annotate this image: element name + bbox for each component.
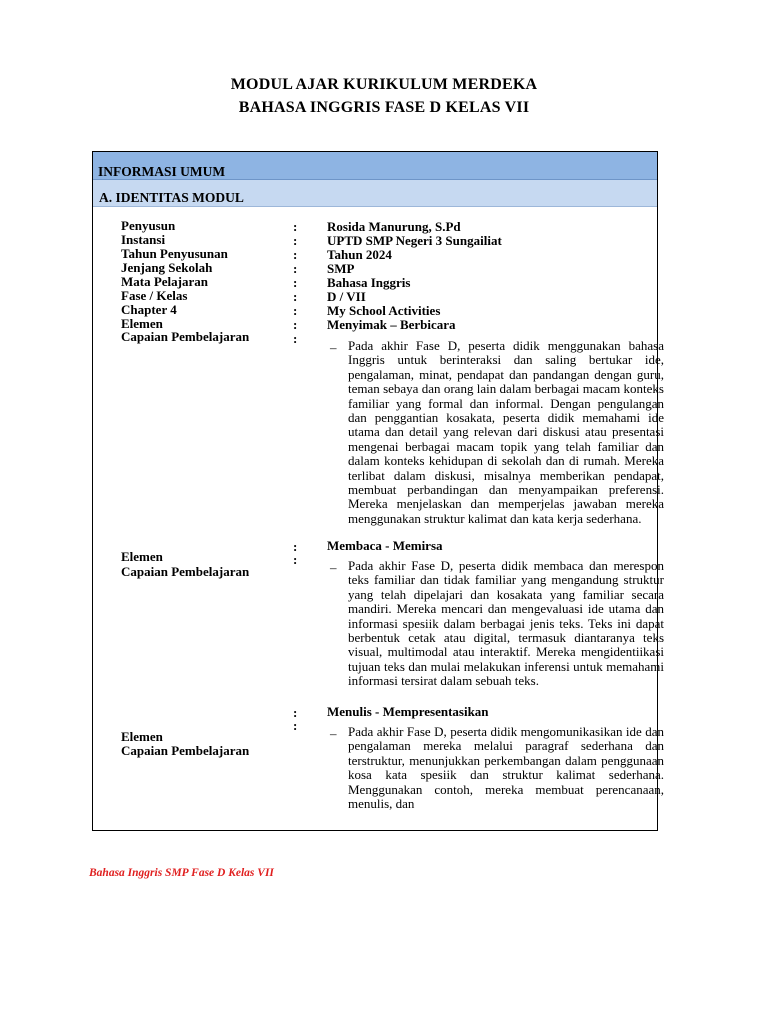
label-tahun-penyusunan: Tahun Penyusunan xyxy=(121,246,228,261)
colon: : xyxy=(293,219,298,234)
label-instansi: Instansi xyxy=(121,232,166,247)
value-jenjang-sekolah: SMP xyxy=(327,261,355,276)
label-elemen: Elemen xyxy=(121,729,163,744)
page-footer: Bahasa Inggris SMP Fase D Kelas VII xyxy=(89,867,274,879)
label-capaian-pembelajaran: Capaian Pembelajaran xyxy=(121,564,250,579)
section-informasi-umum: INFORMASI UMUM xyxy=(93,152,657,180)
bullet-dash: – xyxy=(330,560,337,575)
value-fase-kelas: D / VII xyxy=(327,289,366,304)
capaian-paragraph-menulis: Pada akhir Fase D, peserta didik mengomunikasikan ide dan pengalaman mereka melalui paragraf sederhana dan terstruktur, menunjukkan perkembangan dalam penggunaan kosa kata spesiik dan struktur kalimat sederhana. Menggunakan contoh, mereka membuat perencanaan, menulis, dan xyxy=(348,725,664,811)
value-tahun-penyusunan: Tahun 2024 xyxy=(327,247,392,262)
colon: : xyxy=(293,317,298,332)
section-identitas-modul: A. IDENTITAS MODUL xyxy=(93,180,657,207)
label-elemen: Elemen xyxy=(121,316,163,331)
colon: : xyxy=(293,539,298,554)
colon: : xyxy=(293,275,298,290)
colon: : xyxy=(293,705,298,720)
colon: : xyxy=(293,233,298,248)
document-title: MODUL AJAR KURIKULUM MERDEKA xyxy=(230,76,538,93)
value-elemen: Menyimak – Berbicara xyxy=(327,317,456,332)
colon: : xyxy=(293,331,298,346)
colon: : xyxy=(293,247,298,262)
colon: : xyxy=(293,289,298,304)
colon: : xyxy=(293,718,298,733)
label-jenjang-sekolah: Jenjang Sekolah xyxy=(121,260,213,275)
bullet-dash: – xyxy=(330,726,337,741)
bullet-dash: – xyxy=(330,340,337,355)
label-fase-kelas: Fase / Kelas xyxy=(121,288,188,303)
label-capaian-pembelajaran: Capaian Pembelajaran xyxy=(121,329,250,344)
label-chapter: Chapter 4 xyxy=(121,302,177,317)
colon: : xyxy=(293,552,298,567)
colon: : xyxy=(293,261,298,276)
value-elemen-membaca: Membaca - Memirsa xyxy=(327,538,443,553)
label-elemen: Elemen xyxy=(121,549,163,564)
capaian-paragraph-menyimak: Pada akhir Fase D, peserta didik menggunakan bahasa Inggris untuk berinteraksi dan saling bertukar ide, pengalaman, minat, pendapat dan pandangan dengan guru, teman sebaya dan orang lain dalam berbagai macam konteks familiar yang formal dan informal. Dengan pengulangan dan penggantian kosakata, peserta didik memahami ide utama dan detail yang relevan dari diskusi atau presentasi mengenai berbagai macam topik yang telah familiar dan dalam konteks kehidupan di sekolah dan di rumah. Mereka terlibat dalam diskusi, misalnya memberikan pendapat, membuat perbandingan dan menyampaikan preferensi. Mereka menjelaskan dan memperjelas jawaban mereka menggunakan struktur kalimat dan kata kerja sederhana. xyxy=(348,338,664,526)
document-subtitle: BAHASA INGGRIS FASE D KELAS VII xyxy=(238,99,530,116)
colon: : xyxy=(293,303,298,318)
value-penyusun: Rosida Manurung, S.Pd xyxy=(327,219,461,234)
value-elemen-menulis: Menulis - Mempresentasikan xyxy=(327,704,489,719)
capaian-paragraph-membaca: Pada akhir Fase D, peserta didik membaca dan merespon teks familiar dan tidak familiar yang mengandung struktur yang telah dipelajari dan kosakata yang familiar secara mandiri. Mereka mencari dan mengevaluasi ide utama dan informasi spesiik dalam berbagai jenis teks. Teks ini dapat berbentuk cetak atau digital, termasuk diantaranya teks visual, multimodal atau interaktif. Mereka mengidentiikasi tujuan teks dan mulai melakukan inferensi untuk memahami informasi tersirat dalam sebuah teks. xyxy=(348,558,664,689)
value-instansi: UPTD SMP Negeri 3 Sungailiat xyxy=(327,233,502,248)
label-mata-pelajaran: Mata Pelajaran xyxy=(121,274,209,289)
label-capaian-pembelajaran: Capaian Pembelajaran xyxy=(121,743,250,758)
label-penyusun: Penyusun xyxy=(121,218,176,233)
value-chapter: My School Activities xyxy=(327,303,441,318)
value-mata-pelajaran: Bahasa Inggris xyxy=(327,275,411,290)
